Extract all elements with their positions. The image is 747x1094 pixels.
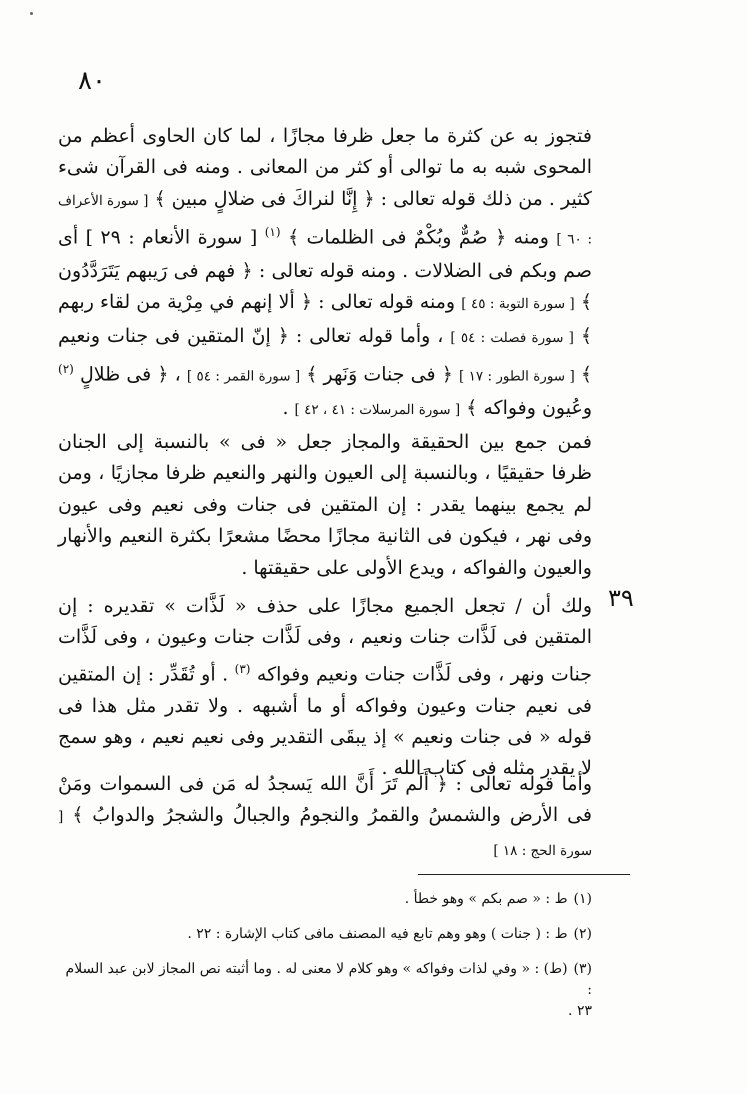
text-run: ، وأما قوله تعالى : ﴿ إنّ المتقين فى جنات ونعيم ﴾ xyxy=(58,324,593,386)
footnote-2 xyxy=(58,924,592,945)
surah-reference: [ سورة المرسلات : ٤١ ، ٤٢ ] xyxy=(294,401,461,418)
footnote-text: ط : ( جنات ) وهو وهم تابع فيه المصنف مافى كتاب الإشارة : ٢٢ . xyxy=(187,926,568,942)
text-run: ، ﴿ فى ظلالٍ xyxy=(73,363,187,386)
text-run: . xyxy=(282,396,295,419)
footnote-text: ط : « صم بكم » وهو خطأ . xyxy=(404,891,568,907)
footnote-marker: (١) xyxy=(264,225,281,240)
text-run: [ سورة الأنعام : ٢٩ ] أى صم وبكم فى الضلالات . ومنه قوله تعالى : ﴿ فهم فى رَيبهم يَتَرَدَّدُون ﴾ xyxy=(58,226,592,314)
footnote-3 xyxy=(58,959,592,1022)
paragraph-2: فمن جمع بين الحقيقة والمجاز جعل « فى » بالنسبة إلى الجنان ظرفا حقيقيًا ، وبالنسبة إلى العيون والنهر والنعيم ظرفا مجازيًا ، ومن لم يجمع بينهما يقدر : إن المتقين فى جنات وفى نعيم وفى عيون وفى نهر ، فيكون فى الثانية مجازًا محضًا مشعرًا بكثرة النعيم والأنهار والعيون والفواكه ، ويدع الأولى على حقيقتها . xyxy=(58,431,592,579)
text-run: ومنه ﴿ صُمٌّ وبُكْمٌ فى الظلمات ﴾ xyxy=(280,226,557,249)
text-run: ﴿ فى جنات وَنَهر ﴾ xyxy=(300,363,459,386)
text-run: ولك أن / تجعل الجميع مجازًا على حذف « لَذَّات » تقديره : إن المتقين فى لَذَّات جنات ونعيم ، وفى لَذَّات جنات وعيون ، وفى لَذَّات جنات ونهر ، وفى لَذَّات جنات ونعيم وفواكه xyxy=(58,595,593,686)
page-number: ٨٠ xyxy=(78,66,106,96)
paragraph-1 xyxy=(58,121,592,426)
footnote-label: (٢) xyxy=(573,926,592,942)
footnote-label: (٣) xyxy=(573,961,592,977)
text-run: وأما قوله تعالى : ﴿ أَلَم تَرَ أَنَّ الله يَسجدُ له مَن فى السموات ومَنْ فى الأرض والشمسُ والقمرُ والنجومُ والجبالُ والشجرُ والدوابُ ﴾ xyxy=(58,773,592,827)
paragraph-4 xyxy=(58,769,592,867)
paragraph-3 xyxy=(58,591,592,785)
margin-folio-number: ٣٩ xyxy=(608,584,634,612)
footnote-1 xyxy=(58,889,592,910)
footnote-divider xyxy=(418,874,630,875)
footnote-label: (١) xyxy=(573,891,592,907)
footnote-text: (ط) : « وفي لذات وفواكه » وهو كلام لا معنى له . وما أثبته نص المجاز لابن عبد السلام : xyxy=(65,961,592,998)
page-dot-mark xyxy=(30,12,33,15)
surah-reference: [ سورة الأعراف : ٦٠ ] xyxy=(58,192,592,248)
surah-reference: [ سورة الحج : ١٨ ] xyxy=(58,809,592,859)
footnote-marker: (٣) xyxy=(234,661,251,676)
surah-reference: [ سورة القمر : ٥٤ ] xyxy=(186,368,301,385)
text-run: فتجوز به عن كثرة ما جعل ظرفا مجازًا ، لما كان الحاوى أعظم من المحوى شبه به ما توالى أو كثر من المعانى . ومنه فى القرآن شىء كثير . من ذلك قوله تعالى : ﴿ إِنَّا لنراكَ فى ضلالٍ مبين ﴾ xyxy=(58,125,592,210)
footnotes xyxy=(58,889,592,1036)
text-run: وعُيون وفواكه ﴾ xyxy=(460,396,592,419)
footnote-marker: (٢) xyxy=(58,362,74,377)
text-run: . أو تُقَدِّر : إن المتقين فى نعيم جنات وعيون وفواكه أو ما أشبهه . ولا تقدر مثل هذا فى قوله « فى جنات ونعيم » إذ يبقَى التقدير وفى نعيم نعيم ، وهو سمج لا يقدر مثله فى كتاب الله . xyxy=(58,663,592,780)
surah-reference: [ سورة التوبة : ٤٥ ] xyxy=(461,296,575,313)
surah-reference: [ سورة فصلت : ٥٤ ] xyxy=(450,329,574,346)
text-run: ومنه قوله تعالى : ﴿ ألا إنهم في مِرْية من لقاء ربهم ﴾ xyxy=(58,291,592,347)
footnote-continuation: ٢٣ . xyxy=(568,1003,592,1019)
surah-reference: [ سورة الطور : ١٧ ] xyxy=(458,368,575,385)
